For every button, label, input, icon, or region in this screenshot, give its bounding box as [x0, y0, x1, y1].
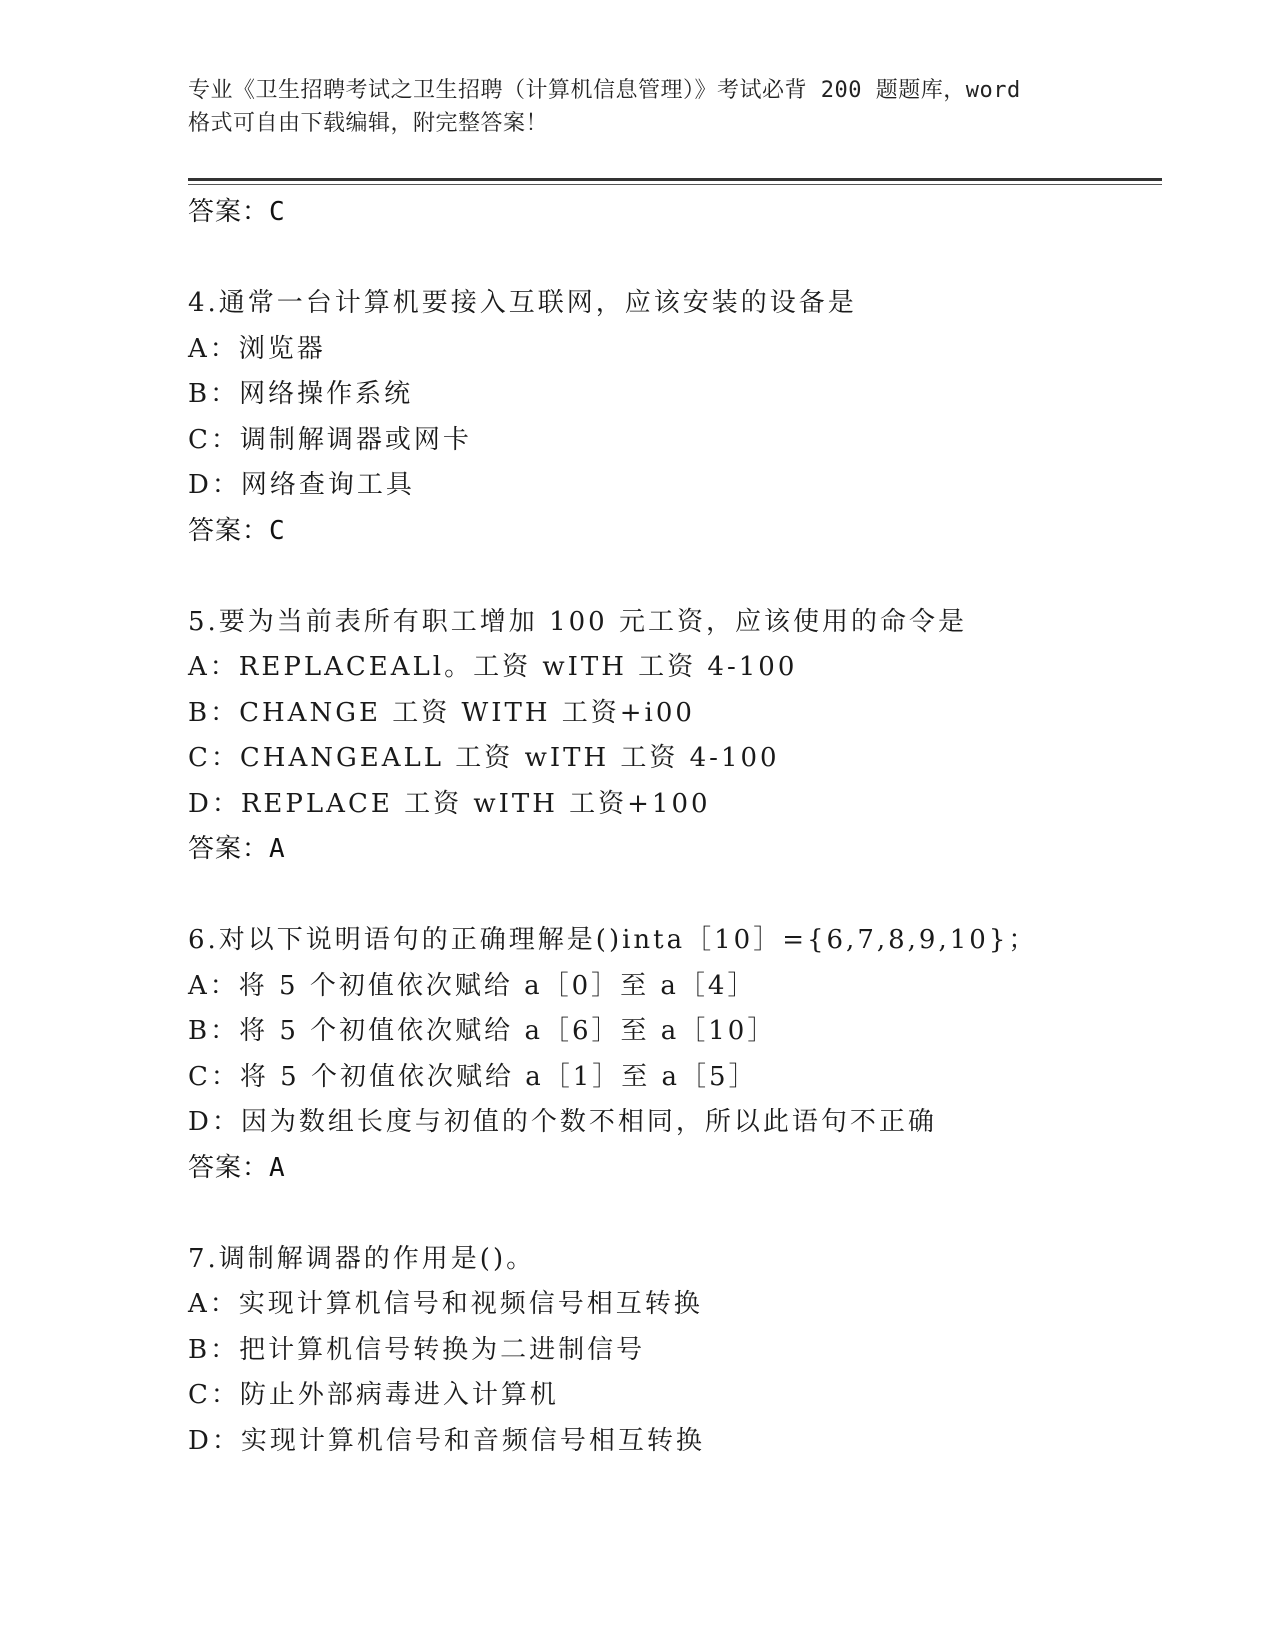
- question-block: [188, 600, 1162, 873]
- option-a: A：实现计算机信号和视频信号相互转换: [188, 1289, 703, 1319]
- option-d: D：实现计算机信号和音频信号相互转换: [188, 1425, 705, 1456]
- option-c: C：调制解调器或网卡: [188, 424, 472, 455]
- document-body: [188, 190, 1162, 1464]
- option-c: C：CHANGEALL 工资 wITH 工资 4-100: [188, 743, 780, 773]
- question-stem: 4.通常一台计算机要接入互联网，应该安装的设备是: [188, 288, 857, 318]
- question-stem: 7.调制解调器的作用是()。: [188, 1243, 536, 1274]
- option-b: B：将 5 个初值依次赋给 a［6］至 a［10］: [188, 1016, 777, 1046]
- option-b: B：CHANGE 工资 WITH 工资+i00: [188, 697, 695, 728]
- header-line-1: 专业《卫生招聘考试之卫生招聘（计算机信息管理）》考试必背 200 题题库，word: [188, 78, 1021, 103]
- question-block: [188, 918, 1162, 1191]
- question-answer: 答案：C: [188, 515, 286, 546]
- option-c: C：防止外部病毒进入计算机: [188, 1380, 559, 1410]
- spacer: [188, 873, 1162, 919]
- option-d: D：因为数组长度与初值的个数不相同，所以此语句不正确: [188, 1107, 937, 1137]
- question-block: [188, 281, 1162, 554]
- header-line-2: 格式可自由下载编辑，附完整答案！: [188, 111, 549, 136]
- spacer: [188, 554, 1162, 600]
- option-c: C：将 5 个初值依次赋给 a［1］至 a［5］: [188, 1061, 758, 1092]
- header-divider-thick: [188, 178, 1162, 181]
- spacer: [188, 236, 1162, 282]
- question-stem: 5.要为当前表所有职工增加 100 元工资，应该使用的命令是: [188, 606, 967, 637]
- question-stem: 6.对以下说明语句的正确理解是()inta［10］={6,7,8,9,10}；: [188, 925, 1038, 955]
- option-a: A：浏览器: [188, 333, 326, 364]
- header-divider-thin: [188, 184, 1162, 185]
- spacer: [188, 1191, 1162, 1237]
- option-b: B：把计算机信号转换为二进制信号: [188, 1334, 646, 1365]
- option-d: D：网络查询工具: [188, 470, 415, 500]
- document-header: [188, 74, 1088, 140]
- option-a: A：REPLACEALl。工资 wITH 工资 4-100: [188, 652, 798, 682]
- option-a: A：将 5 个初值依次赋给 a［0］至 a［4］: [188, 970, 757, 1001]
- option-b: B：网络操作系统: [188, 379, 414, 409]
- previous-answer: 答案：C: [188, 197, 286, 227]
- question-answer: 答案：A: [188, 834, 286, 864]
- question-answer: 答案：A: [188, 1152, 286, 1183]
- option-d: D：REPLACE 工资 wITH 工资+100: [188, 788, 711, 819]
- question-block: [188, 1237, 1162, 1465]
